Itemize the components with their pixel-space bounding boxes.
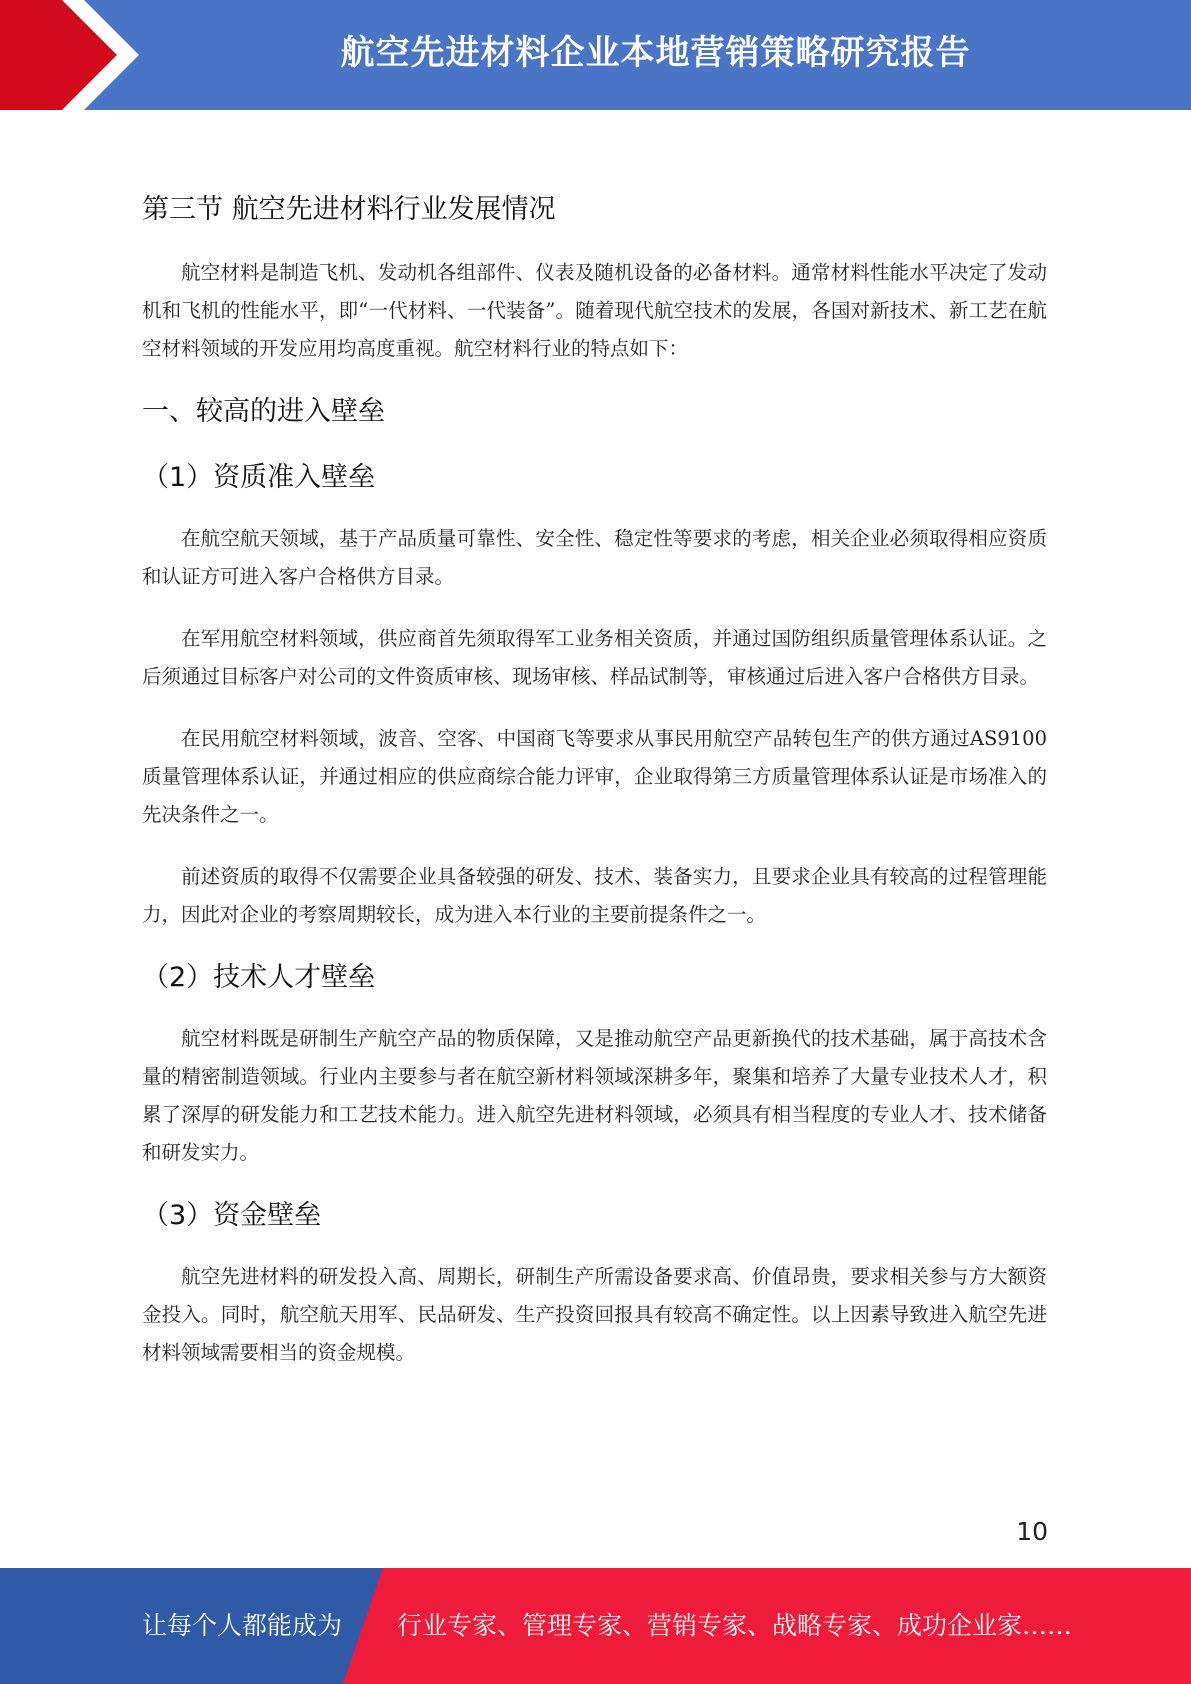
paragraph: 前述资质的取得不仅需要企业具备较强的研发、技术、装备实力，且要求企业具有较高的过程管理能力，因此对企业的考察周期较长，成为进入本行业的主要前提条件之一。 (142, 865, 1047, 926)
footer-slogan-right: 行业专家、管理专家、营销专家、战略专家、成功企业家…… (397, 1611, 1073, 1640)
report-title: 航空先进材料企业本地营销策略研究报告 (340, 33, 971, 73)
paragraph: 在民用航空材料领域，波音、空客、中国商飞等要求从事民用航空产品转包生产的供方通过AS9100 质量管理体系认证，并通过相应的供应商综合能力评审，企业取得第三方质量管理体系认证是市场准入的先决条件之一。 (142, 727, 1047, 826)
subheading-capital-barrier: （3）资金壁垒 (142, 1200, 322, 1231)
main-content (142, 190, 1047, 1396)
intro-paragraph: 航空材料是制造飞机、发动机各组部件、仪表及随机设备的必备材料。通常材料性能水平决定了发动机和飞机的性能水平，即“一代材料、一代装备”。随着现代航空技术的发展，各国对新技术、新工艺在航空材料领域的开发应用均高度重视。航空材料行业的特点如下： (142, 261, 1047, 360)
header-chevron-decoration (0, 0, 150, 110)
paragraph: 在航空航天领域，基于产品质量可靠性、安全性、稳定性等要求的考虑，相关企业必须取得相应资质和认证方可进入客户合格供方目录。 (142, 527, 1047, 588)
page-number: 10 (1016, 1517, 1048, 1546)
heading-entry-barriers: 一、较高的进入壁垒 (142, 396, 385, 427)
paragraph: 在军用航空材料领域，供应商首先须取得军工业务相关资质，并通过国防组织质量管理体系认证。之后须通过目标客户对公司的文件资质审核、现场审核、样品试制等，审核通过后进入客户合格供方目录。 (142, 627, 1047, 688)
paragraph: 航空先进材料的研发投入高、周期长，研制生产所需设备要求高、价值昂贵，要求相关参与方大额资金投入。同时，航空航天用军、民品研发、生产投资回报具有较高不确定性。以上因素导致进入航空先进材料领域需要相当的资金规模。 (142, 1265, 1047, 1364)
footer-banner (0, 1568, 1191, 1684)
section-title: 第三节 航空先进材料行业发展情况 (142, 194, 556, 225)
paragraph: 航空材料既是研制生产航空产品的物质保障，又是推动航空产品更新换代的技术基础，属于高技术含量的精密制造领域。行业内主要参与者在航空新材料领域深耕多年，聚集和培养了大量专业技术人才，积累了深厚的研发能力和工艺技术能力。进入航空先进材料领域，必须具有相当程度的专业人才、技术储备和研发实力。 (142, 1027, 1047, 1164)
subheading-qualification-barrier: （1）资质准入壁垒 (142, 462, 376, 493)
footer-slogan-left: 让每个人都能成为 (142, 1611, 343, 1640)
subheading-talent-barrier: （2）技术人才壁垒 (142, 962, 376, 993)
header-banner (0, 0, 1191, 110)
